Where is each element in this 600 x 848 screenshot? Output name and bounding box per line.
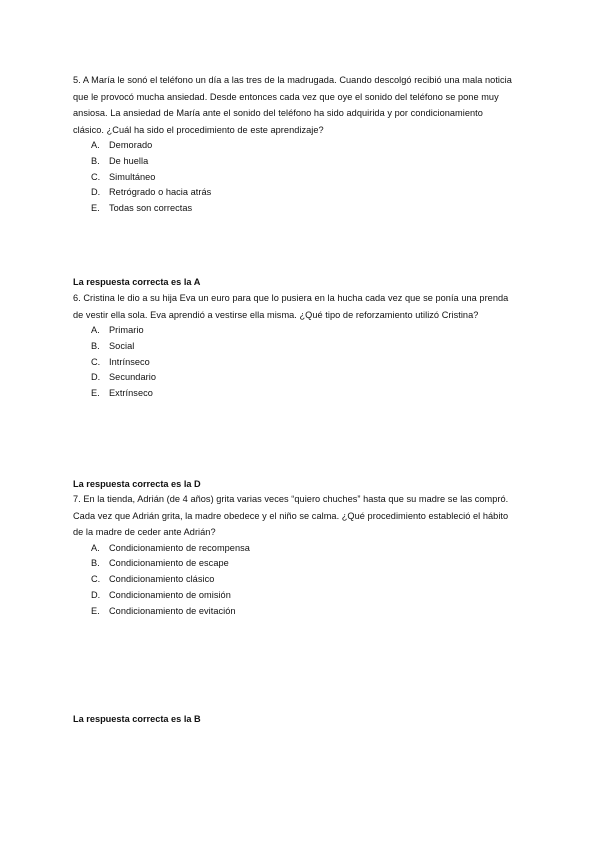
question-7-answer: La respuesta correcta es la B — [73, 714, 201, 724]
option-letter: E. — [91, 605, 100, 616]
question-5-option-e — [73, 201, 513, 217]
question-6-option-e — [73, 386, 513, 402]
option-label: Social — [109, 340, 135, 351]
question-6-answer: La respuesta correcta es la D — [73, 479, 201, 489]
option-letter: A. — [91, 140, 100, 150]
option-label: Intrínseco — [109, 356, 150, 367]
question-7-option-d — [73, 588, 513, 604]
option-label: Demorado — [109, 140, 153, 150]
question-5-text: 5. A María le sonó el teléfono un día a las tres de la madrugada. Cuando descolgó recibió una mala noticia que le provocó mucha ansiedad. Desde entonces cada vez que oye el sonido del teléfono se pone muy ansiosa. La ansiedad de María ante el sonido del teléfono ha sido adquirida y por condicionamiento clásico. ¿Cuál ha sido el procedimiento de este aprendizaje? — [73, 75, 512, 135]
option-label: Condicionamiento clásico — [109, 574, 215, 585]
question-7-option-a — [73, 541, 513, 557]
option-label: Primario — [109, 325, 144, 335]
option-letter: A. — [91, 542, 100, 553]
option-letter: B. — [91, 340, 100, 351]
question-7-options — [73, 541, 513, 620]
question-7-option-e — [73, 604, 513, 620]
option-label: Condicionamiento de omisión — [109, 589, 231, 600]
question-7-option-b — [73, 556, 513, 572]
option-letter: D. — [91, 187, 101, 198]
option-label: Condicionamiento de recompensa — [109, 542, 250, 553]
option-letter: E. — [91, 203, 100, 214]
question-6-option-d — [73, 370, 513, 386]
question-6-options — [73, 323, 513, 402]
question-5 — [73, 72, 513, 217]
question-6-text: 6. Cristina le dio a su hija Eva un euro para que lo pusiera en la hucha cada vez que se ponía una prenda de vestir ella sola. Eva aprendió a vestirse ella misma. ¿Qué tipo de reforzamiento utilizó Cristina? — [73, 293, 509, 320]
question-6-option-c — [73, 355, 513, 371]
option-letter: C. — [91, 356, 101, 367]
question-7-option-c — [73, 572, 513, 588]
question-5-option-c — [73, 170, 513, 186]
option-label: Simultáneo — [109, 171, 156, 182]
question-7-text: 7. En la tienda, Adrián (de 4 años) grita varias veces “quiero chuches” hasta que su madre se las compró. Cada vez que Adrián grita, la madre obedece y el niño se calma. ¿Qué procedimiento estableció el hábito de la madre de ceder ante Adrián? — [73, 494, 509, 537]
question-5-answer: La respuesta correcta es la A — [73, 277, 201, 287]
question-5-option-b — [73, 154, 513, 170]
option-label: Condicionamiento de escape — [109, 558, 229, 569]
question-6-option-a — [73, 323, 513, 339]
option-letter: D. — [91, 372, 101, 383]
option-label: Secundario — [109, 372, 156, 383]
question-6-option-b — [73, 339, 513, 355]
option-letter: D. — [91, 589, 101, 600]
question-5-option-d — [73, 185, 513, 201]
option-letter: E. — [91, 388, 100, 399]
option-label: De huella — [109, 155, 149, 166]
option-label: Retrógrado o hacia atrás — [109, 187, 212, 198]
option-letter: A. — [91, 325, 100, 335]
option-letter: C. — [91, 574, 101, 585]
question-5-option-a — [73, 138, 513, 154]
option-letter: B. — [91, 155, 100, 166]
option-label: Todas son correctas — [109, 203, 193, 214]
question-7 — [73, 491, 513, 619]
question-5-options — [73, 138, 513, 217]
option-letter: C. — [91, 171, 101, 182]
option-letter: B. — [91, 558, 100, 569]
option-label: Condicionamiento de evitación — [109, 605, 236, 616]
question-6 — [73, 290, 513, 402]
option-label: Extrínseco — [109, 388, 153, 399]
